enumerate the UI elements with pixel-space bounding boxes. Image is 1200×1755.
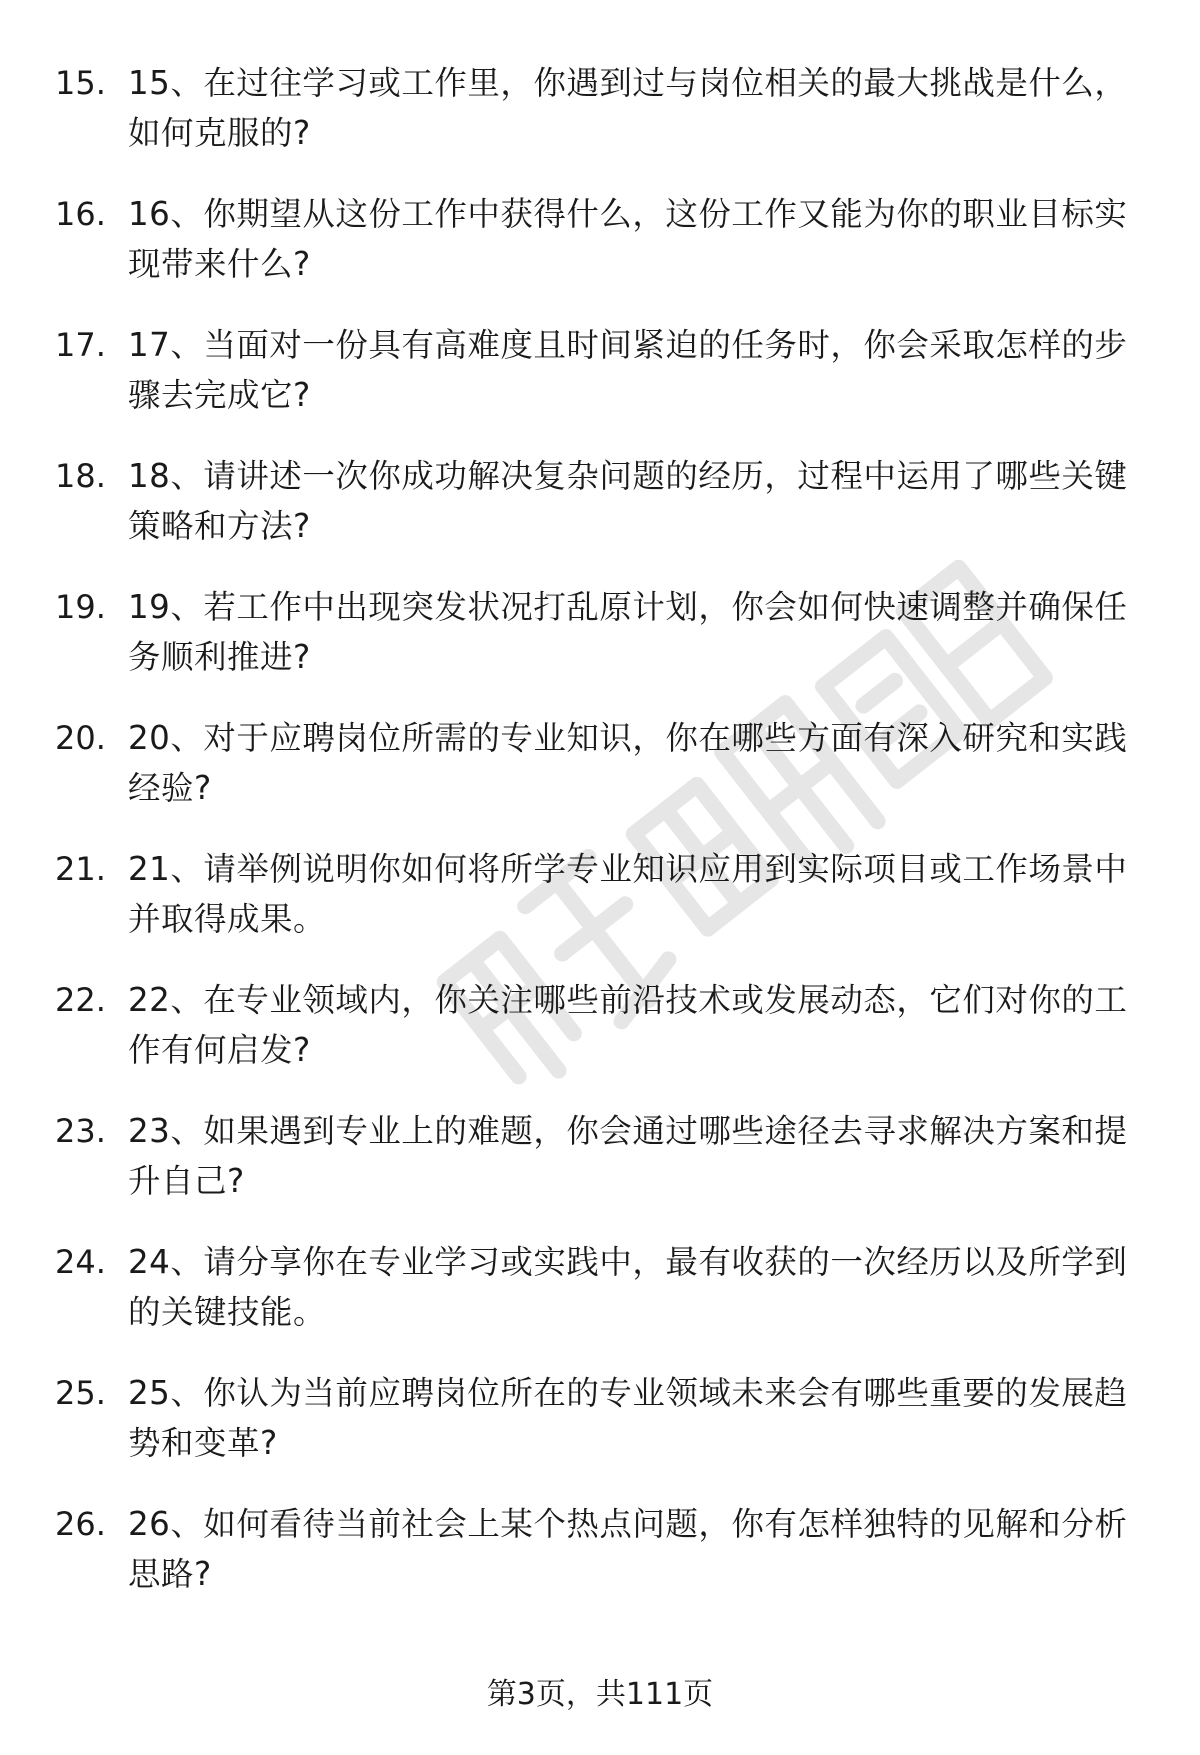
list-item-text: 15、在过往学习或工作里，你遇到过与岗位相关的最大挑战是什么，如何克服的? — [128, 64, 1128, 152]
list-item-number: 25. — [55, 1374, 106, 1412]
list-item — [0, 582, 1200, 713]
list-item — [0, 1106, 1200, 1237]
list-item-number: 21. — [55, 850, 106, 888]
list-item-text: 20、对于应聘岗位所需的专业知识，你在哪些方面有深入研究和实践经验? — [128, 719, 1128, 807]
list-item — [0, 451, 1200, 582]
list-item — [0, 844, 1200, 975]
list-item-text: 16、你期望从这份工作中获得什么，这份工作又能为你的职业目标实现带来什么? — [128, 195, 1128, 283]
list-item-number: 20. — [55, 719, 106, 757]
list-item-text: 19、若工作中出现突发状况打乱原计划，你会如何快速调整并确保任务顺利推进? — [128, 588, 1128, 676]
list-item — [0, 320, 1200, 451]
list-item — [0, 1237, 1200, 1368]
list-item-number: 17. — [55, 326, 106, 364]
list-item-text: 26、如何看待当前社会上某个热点问题，你有怎样独特的见解和分析思路? — [128, 1505, 1128, 1593]
list-item-text: 22、在专业领域内，你关注哪些前沿技术或发展动态，它们对你的工作有何启发? — [128, 981, 1128, 1069]
list-item-number: 24. — [55, 1243, 106, 1281]
page-number-footer: 第3页，共111页 — [486, 1677, 714, 1712]
list-item-text: 21、请举例说明你如何将所学专业知识应用到实际项目或工作场景中并取得成果。 — [128, 850, 1128, 938]
list-item — [0, 713, 1200, 844]
list-item-number: 19. — [55, 588, 106, 626]
list-item — [0, 1368, 1200, 1499]
list-item-number: 23. — [55, 1112, 106, 1150]
list-item-number: 18. — [55, 457, 106, 495]
list-item-text: 25、你认为当前应聘岗位所在的专业领域未来会有哪些重要的发展趋势和变革? — [128, 1374, 1128, 1462]
list-item — [0, 58, 1200, 189]
list-item-number: 22. — [55, 981, 106, 1019]
list-item-text: 23、如果遇到专业上的难题，你会通过哪些途径去寻求解决方案和提升自己? — [128, 1112, 1128, 1200]
question-list — [0, 58, 1200, 1630]
list-item-number: 16. — [55, 195, 106, 233]
list-item-text: 18、请讲述一次你成功解决复杂问题的经历，过程中运用了哪些关键策略和方法? — [128, 457, 1128, 545]
list-item — [0, 975, 1200, 1106]
list-item-number: 15. — [55, 64, 106, 102]
list-item-text: 24、请分享你在专业学习或实践中，最有收获的一次经历以及所学到的关键技能。 — [128, 1243, 1128, 1331]
list-item-text: 17、当面对一份具有高难度且时间紧迫的任务时，你会采取怎样的步骤去完成它? — [128, 326, 1128, 414]
list-item — [0, 189, 1200, 320]
list-item — [0, 1499, 1200, 1630]
list-item-number: 26. — [55, 1505, 106, 1543]
